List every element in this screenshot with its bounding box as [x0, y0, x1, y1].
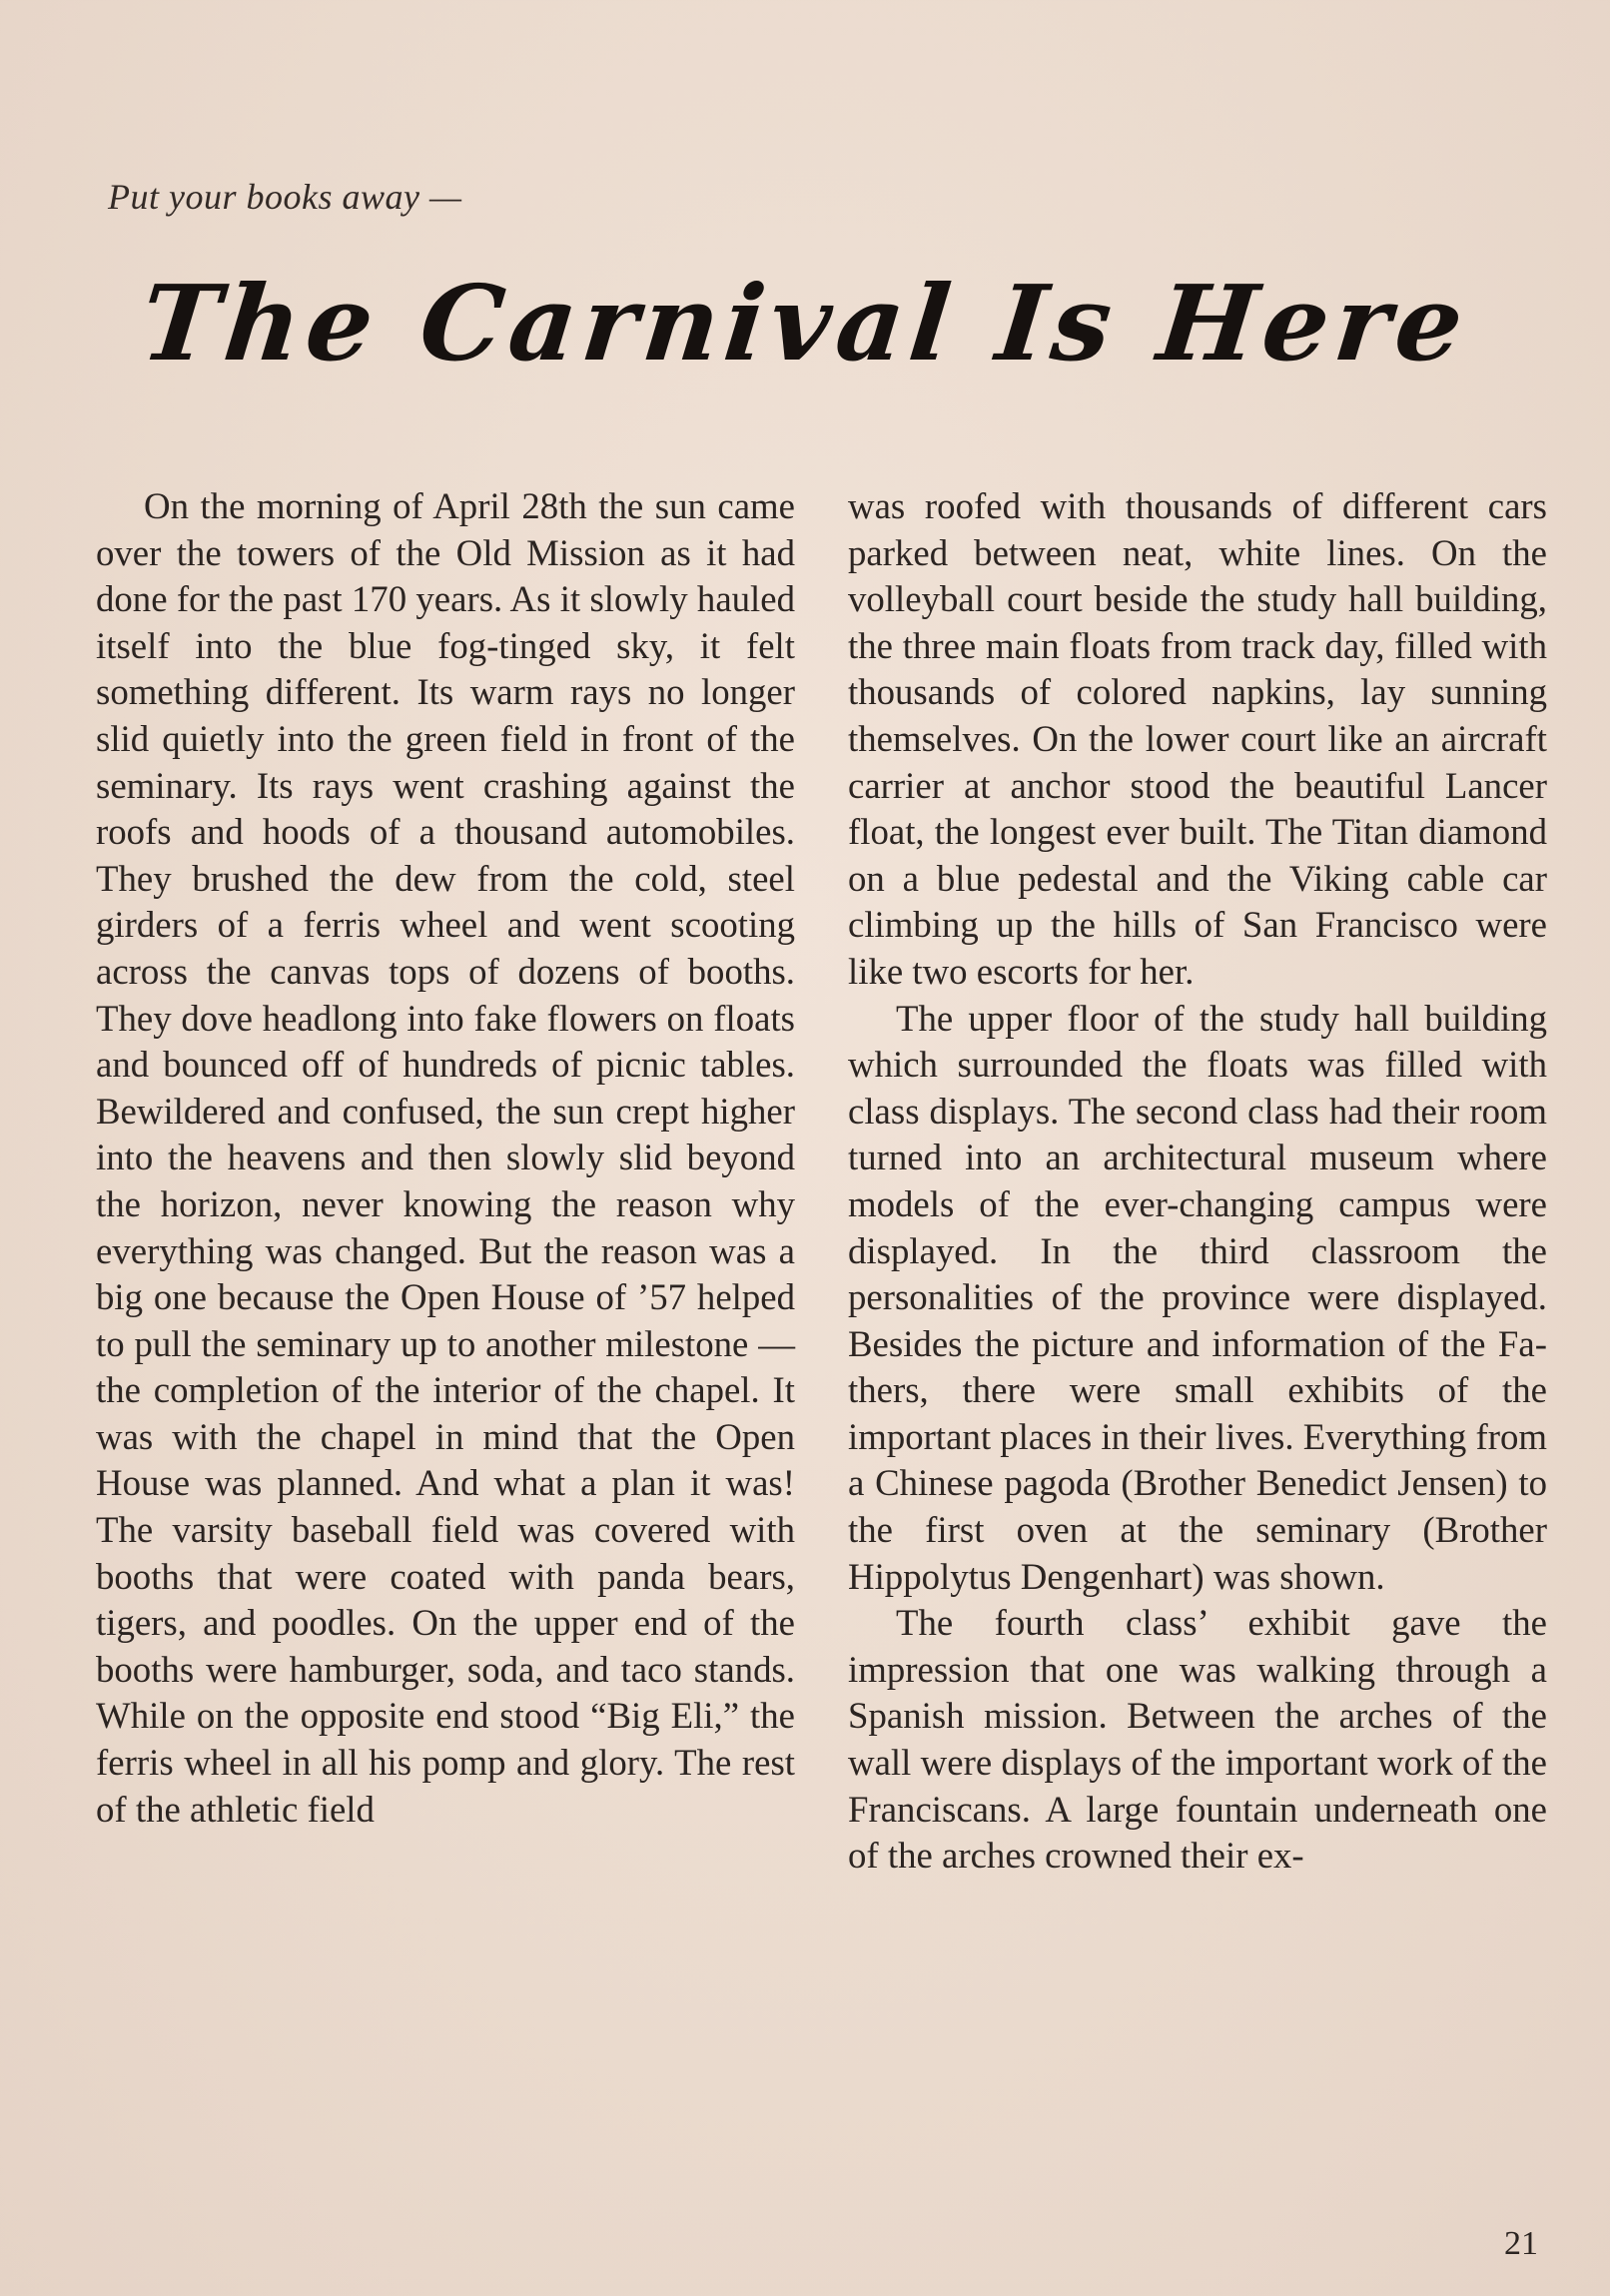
- left-paragraph-1: On the morning of April 28th the sun came over the towers of the Old Mission as it had done for the past 170 years. As it slowly hauled itself into the blue fog-tinged sky, it felt something different. Its warm rays no longer slid quietly into the green field in front of the seminary. Its rays went crashing against the roofs and hoods of a thousand automobiles. They brushed the dew from the cold, steel girders of a ferris wheel and went scooting across the canvas tops of dozens of booths. They dove headlong into fake flowers on floats and bounced off of hundreds of picnic tables. Bewildered and confused, the sun crept higher into the heavens and then slowly slid beyond the horizon, never knowing the reason why everything was changed. But the reason was a big one because the Open House of ’57 helped to pull the seminary up to another milestone — the completion of the interior of the chapel. It was with the chapel in mind that the Open House was planned. And what a plan it was! The varsity baseball field was covered with booths that were coated with panda bears, tigers, and poodles. On the upper end of the booths were hamburger, soda, and taco stands. While on the opposite end stood “Big Eli,” the ferris wheel in all his pomp and glory. The rest of the athletic field: [96, 485, 795, 1830]
- page-number: 21: [1504, 2225, 1538, 2262]
- right-paragraph-2: The upper floor of the study hall building which surrounded the floats was filled with class displays. The second class had their room turned into an architectural museum where models of the ever-changing campus were displayed. In the third classroom the personalities of the province were displayed. Besides the picture and information of the Fathers, there were small exhibits of the important places in their lives. Everything from a Chinese pagoda (Brother Benedict Jensen) to the first oven at the seminary (Brother Hippolytus Dengenhart) was shown.: [848, 997, 1547, 1597]
- left-column: [96, 483, 795, 1833]
- right-paragraph-1: was roofed with thousands of different cars parked between neat, white lines. On the volleyball court beside the study hall building, the three main floats from track day, filled with thousands of colored napkins, lay sunning themselves. On the lower court like an aircraft carrier at anchor stood the beautiful Lancer float, the longest ever built. The Titan diamond on a blue pedestal and the Viking cable car climbing up the hills of San Francisco were like two escorts for her.: [848, 485, 1547, 992]
- kicker-line: Put your books away —: [108, 177, 462, 217]
- right-paragraph-3: The fourth class’ exhibit gave the impression that one was walking through a Spanish mission. Between the arches of the wall were displays of the important work of the Franciscans. A large fountain underneath one of the arches crowned their ex-: [848, 1602, 1547, 1877]
- right-column: [848, 483, 1547, 1880]
- article-title: The Carnival Is Here: [135, 262, 1475, 384]
